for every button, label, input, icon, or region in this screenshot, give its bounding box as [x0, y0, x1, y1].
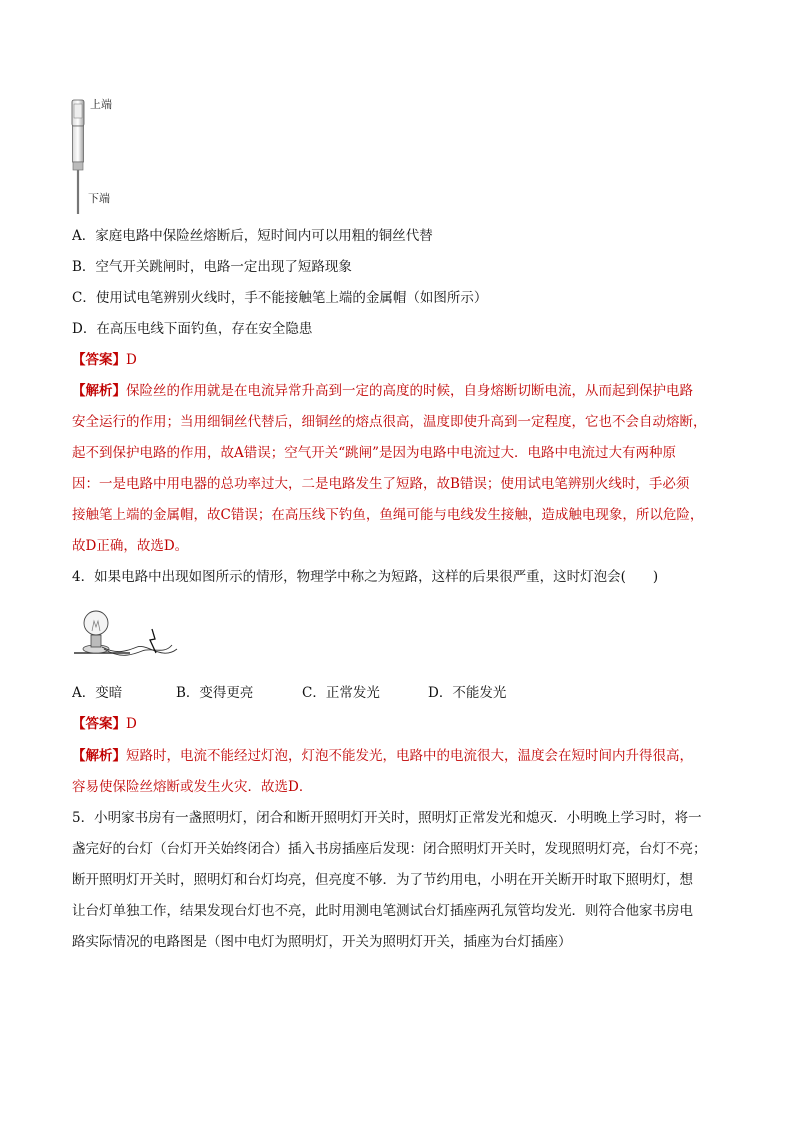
q4-option-d: D．不能发光: [428, 685, 507, 701]
q3-option-a: A．家庭电路中保险丝熔断后，短时间内可以用粗的铜丝代替: [72, 228, 433, 244]
q3-analysis-line-1: 【解析】保险丝的作用就是在电流异常升高到一定的高度的时候，自身熔断切断电流，从而起到保护电路: [72, 383, 693, 399]
q4-option-b: B．变得更亮: [176, 685, 254, 701]
answer-tag: 【答案】: [72, 352, 126, 368]
q3-answer: [72, 350, 732, 370]
q3-option-d: D．在高压电线下面钓鱼，存在安全隐患: [72, 321, 313, 337]
answer-value: D: [126, 716, 137, 732]
analysis-tag: 【解析】: [72, 748, 126, 764]
answer-value: D: [126, 352, 137, 368]
q5-stem-line-4: 让台灯单独工作，结果发现台灯也不亮，此时用测电笔测试台灯插座两孔氖管均发光．则符合他家书房电: [72, 903, 693, 919]
q4-option-c: C．正常发光: [302, 685, 380, 701]
q3-option-b: B．空气开关跳闸时，电路一定出现了短路现象: [72, 259, 352, 275]
q4-analysis-line-2: 容易使保险丝熔断或发生火灾．故选D．: [72, 779, 313, 795]
pen-top-label: 上端: [90, 98, 112, 111]
q3-analysis-line-2: 安全运行的作用；当用细铜丝代替后，细铜丝的熔点很高，温度即使升高到一定程度，它也不会自动熔断，: [72, 414, 707, 430]
analysis-tag: 【解析】: [72, 383, 126, 399]
q5-stem-line-2: 盏完好的台灯（台灯开关始终闭合）插入书房插座后发现：闭合照明灯开关时，发现照明灯亮，台灯不亮；: [72, 841, 707, 857]
q3-analysis-line-6: 故D正确，故选D。: [72, 538, 189, 554]
q5-stem-line-1: 5．小明家书房有一盏照明灯，闭合和断开照明灯开关时，照明灯正常发光和熄灭．小明晚上学习时，将一: [72, 810, 702, 826]
q4-answer: [72, 714, 732, 734]
q3-analysis-line-3: 起不到保护电路的作用，故A错误；空气开关“跳闸”是因为电路中电流过大．电路中电流过大有两种原: [72, 445, 677, 461]
q3-analysis-line-4: 因：一是电路中用电器的总功率过大，二是电路发生了短路，故B错误；使用试电笔辨别火线时，手必须: [72, 476, 690, 492]
q4-analysis-line-1: 【解析】短路时，电流不能经过灯泡，灯泡不能发光，电路中的电流很大，温度会在短时间内升得很高，: [72, 748, 693, 764]
short-circuit-bulb-figure: [72, 603, 184, 661]
answer-tag: 【答案】: [72, 716, 126, 732]
q4-option-a: A．变暗: [72, 685, 123, 701]
pen-bottom-label: 下端: [88, 192, 110, 205]
q4-stem: 4．如果电路中出现如图所示的情形，物理学中称之为短路，这样的后果很严重，这时灯泡会( ): [72, 569, 659, 585]
q4-options: [72, 683, 732, 703]
q3-option-c: C．使用试电笔辨别火线时，手不能接触笔上端的金属帽（如图所示）: [72, 290, 488, 306]
q5-stem-line-3: 断开照明灯开关时，照明灯和台灯均亮，但亮度不够．为了节约用电，小明在开关断开时取下照明灯，想: [72, 872, 693, 888]
q3-analysis-line-5: 接触笔上端的金属帽，故C错误；在高压线下钓鱼，鱼绳可能与电线发生接触，造成触电现象，所以危险，: [72, 507, 704, 523]
q5-stem-line-5: 路实际情况的电路图是（图中电灯为照明灯，开关为照明灯开关，插座为台灯插座）: [72, 934, 572, 950]
